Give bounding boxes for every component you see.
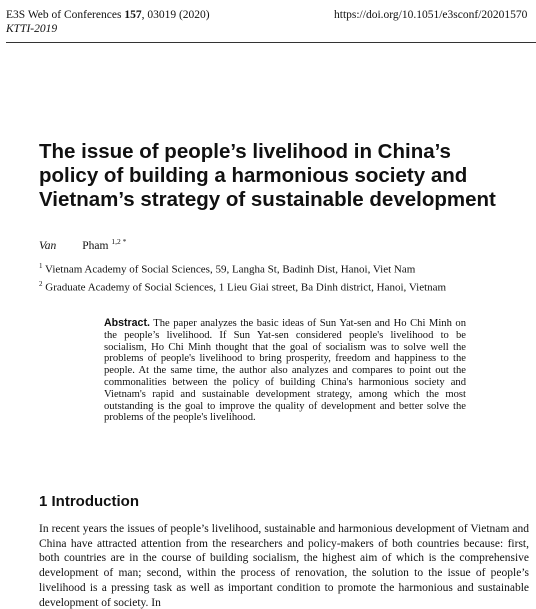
section-heading: 1 Introduction [39,493,139,510]
affiliation-text-2: Graduate Academy of Social Sciences, 1 Lieu Giai street, Ba Dinh district, Hanoi, Vietnam [42,281,447,294]
conference-name: KTTI-2019 [6,23,58,35]
title-line-3: Vietnam’s strategy of sustainable development [39,188,496,211]
author-affiliation-marks: 1,2 * [111,237,127,246]
affiliation-text-1: Vietnam Academy of Social Sciences, 59, Langha St, Badinh Dist, Hanoi, Viet Nam [42,263,416,276]
abstract-label: Abstract. [104,317,150,329]
affiliation-mark-1: 1 [39,262,43,270]
paper-title [39,140,536,212]
journal-name: E3S Web of Conferences [6,9,122,21]
doi-link[interactable]: https://doi.org/10.1051/e3sconf/20201570 [334,9,528,21]
running-header [6,8,536,43]
journal-volume: 157 [124,9,142,21]
abstract-text: The paper analyzes the basic ideas of Sun Yat-sen and Ho Chi Minh on the people’s livelihood. If Sun Yat-sen considered people's livelihood to be socialism, Ho Chi Minh thought that the goal of socialism was to solve well the problems of people's livelihood to bring prosperity, freedom and happiness to the people. At the same time, the author also analyzes and compares to point out the commonalities between the policy of building China's harmonious society and Vietnam's rapid and sustainable development strategy, among which the most outstanding is the goal to improve the quality of development and better solve the problems of the people's livelihood. [104,318,466,424]
title-line-1: The issue of people’s livelihood in China’s [39,140,451,163]
author-first-name: Van [39,239,57,252]
article-number: , 03019 (2020) [141,9,210,21]
author-last-name: Pham [82,239,109,252]
affiliation-1 [39,259,446,277]
body-paragraph: In recent years the issues of people’s livelihood, sustainable and harmonious development of Vietnam and China have attracted attention from the researchers and policy-makers of both countries because: first, both countries are in the course of building socialism, the highest aim of which is the comprehensive development of man; second, within the process of renovation, the solution to the issue of people’s livelihood is a pressing task as well as important condition to promote the harmonious and sustainable development of society. In [39,523,529,609]
affiliation-mark-2: 2 [39,279,43,288]
affiliations [39,259,446,294]
journal-citation [6,8,210,36]
abstract-block [104,318,466,424]
title-line-2: policy of building a harmonious society and [39,164,468,187]
affiliation-2 [39,277,446,295]
author-line [39,235,126,253]
